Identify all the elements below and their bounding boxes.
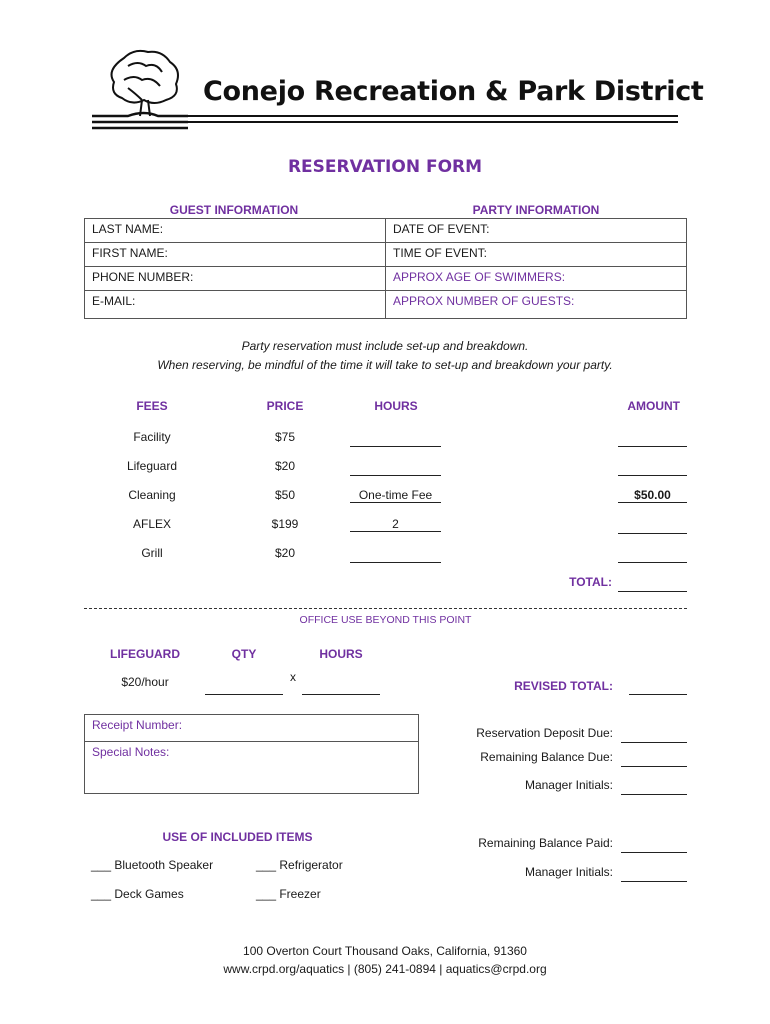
- fee-price: $75: [274, 430, 296, 444]
- org-name: Conejo Recreation & Park District: [203, 76, 704, 107]
- fee-hours-field[interactable]: [350, 432, 441, 447]
- approx-age-swimmers-field[interactable]: APPROX AGE OF SWIMMERS:: [385, 266, 687, 291]
- fee-hours-field[interactable]: One-time Fee: [350, 488, 441, 503]
- email-field[interactable]: E-MAIL:: [84, 290, 386, 319]
- office-use-label: OFFICE USE BEYOND THIS POINT: [299, 614, 472, 626]
- party-info-heading: PARTY INFORMATION: [472, 203, 600, 217]
- time-of-event-field[interactable]: TIME OF EVENT:: [385, 242, 687, 267]
- item-refrigerator[interactable]: ___ Refrigerator: [256, 858, 343, 872]
- fee-amount-field[interactable]: $50.00: [618, 488, 687, 503]
- fee-name: Facility: [133, 430, 171, 444]
- manager-initials-field-2[interactable]: [621, 867, 687, 882]
- total-field[interactable]: [618, 577, 687, 592]
- hours-field[interactable]: [302, 680, 380, 695]
- fee-price: $50: [274, 488, 296, 502]
- manager-initials-label-2: Manager Initials:: [524, 865, 613, 879]
- fee-price: $199: [271, 517, 299, 531]
- amount-header: AMOUNT: [627, 399, 680, 413]
- fee-hours-field[interactable]: [350, 461, 441, 476]
- fee-amount-field[interactable]: [618, 519, 687, 534]
- hours-label: HOURS: [319, 647, 363, 661]
- multiply-sign: x: [290, 670, 296, 684]
- fee-amount-field[interactable]: [618, 548, 687, 563]
- header-rule: [188, 115, 678, 125]
- last-name-field[interactable]: LAST NAME:: [84, 218, 386, 243]
- fee-name: Grill: [141, 546, 163, 560]
- fee-hours-field[interactable]: [350, 548, 441, 563]
- fee-amount-field[interactable]: [618, 432, 687, 447]
- fee-price: $20: [274, 546, 296, 560]
- footer-address: 100 Overton Court Thousand Oaks, California, 91360: [243, 944, 527, 958]
- manager-initials-field[interactable]: [621, 780, 687, 795]
- revised-total-field[interactable]: [629, 680, 687, 695]
- balance-paid-field[interactable]: [621, 838, 687, 853]
- deposit-due-label: Reservation Deposit Due:: [476, 726, 613, 740]
- fee-hours-field[interactable]: 2: [350, 517, 441, 532]
- qty-label: QTY: [231, 647, 257, 661]
- manager-initials-label: Manager Initials:: [524, 778, 613, 792]
- revised-total-label: REVISED TOTAL:: [514, 679, 613, 693]
- included-items-heading: USE OF INCLUDED ITEMS: [162, 830, 313, 844]
- fee-name: Lifeguard: [126, 459, 178, 473]
- total-label: TOTAL:: [569, 575, 612, 589]
- lifeguard-label: LIFEGUARD: [110, 647, 180, 661]
- guest-info-heading: GUEST INFORMATION: [169, 203, 299, 217]
- phone-number-field[interactable]: PHONE NUMBER:: [84, 266, 386, 291]
- deposit-due-field[interactable]: [621, 728, 687, 743]
- lifeguard-rate: $20/hour: [121, 675, 169, 689]
- fee-amount-field[interactable]: [618, 461, 687, 476]
- item-freezer[interactable]: ___ Freezer: [256, 887, 321, 901]
- qty-field[interactable]: [205, 680, 283, 695]
- note-line-2: When reserving, be mindful of the time it will take to set-up and breakdown your party.: [157, 358, 613, 372]
- approx-number-guests-field[interactable]: APPROX NUMBER OF GUESTS:: [385, 290, 687, 319]
- fee-name: Cleaning: [128, 488, 176, 502]
- first-name-field[interactable]: FIRST NAME:: [84, 242, 386, 267]
- date-of-event-field[interactable]: DATE OF EVENT:: [385, 218, 687, 243]
- fees-header: FEES: [136, 399, 168, 413]
- balance-paid-label: Remaining Balance Paid:: [478, 836, 613, 850]
- price-header: PRICE: [266, 399, 304, 413]
- fee-price: $20: [274, 459, 296, 473]
- fee-name: AFLEX: [132, 517, 171, 531]
- form-title: RESERVATION FORM: [287, 157, 483, 177]
- item-deck-games[interactable]: ___ Deck Games: [91, 887, 184, 901]
- footer-contact: www.crpd.org/aquatics | (805) 241-0894 | aquatics@crpd.org: [223, 962, 547, 976]
- note-line-1: Party reservation must include set-up and breakdown.: [241, 339, 529, 353]
- office-divider: [84, 608, 687, 609]
- receipt-number-field[interactable]: Receipt Number:: [84, 714, 419, 742]
- hours-header: HOURS: [374, 399, 418, 413]
- special-notes-field[interactable]: Special Notes:: [84, 741, 419, 794]
- balance-due-field[interactable]: [621, 752, 687, 767]
- balance-due-label: Remaining Balance Due:: [480, 750, 613, 764]
- item-bluetooth-speaker[interactable]: ___ Bluetooth Speaker: [91, 858, 214, 872]
- tree-logo-icon: [88, 44, 188, 134]
